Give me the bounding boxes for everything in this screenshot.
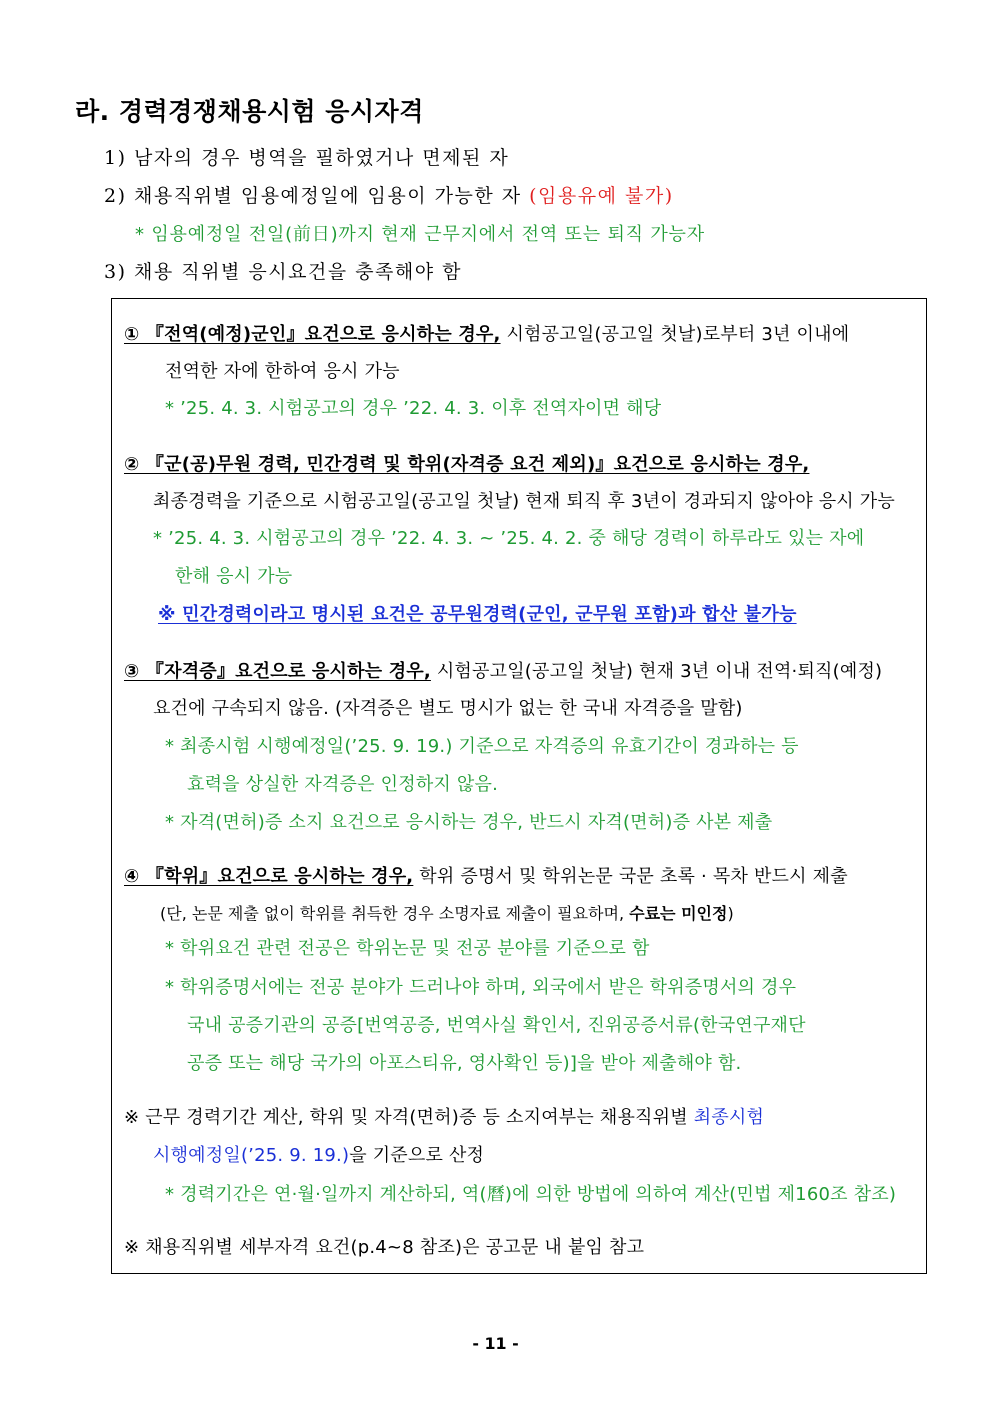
note-1-sub: * 경력기간은 연·월·일까지 계산하되, 역(曆)에 의한 방법에 의하여 계산(민법 제160조 참조): [165, 1184, 897, 1205]
req-4-line1: [124, 862, 848, 888]
req-4-line2-text: (단, 논문 제출 없이 학위를 취득한 경우 소명자료 제출이 필요하며,: [160, 904, 630, 923]
req-4-note1: * 학위요건 관련 전공은 학위논문 및 전공 분야를 기준으로 함: [165, 938, 650, 959]
note-1-line1: [124, 1103, 764, 1129]
req-4-note2c: 공증 또는 해당 국가의 아포스티유, 영사확인 등)]을 받아 제출해야 함.: [187, 1053, 742, 1074]
section-title: 라. 경력경쟁채용시험 응시자격: [75, 97, 424, 126]
req-3-line1: [124, 657, 882, 683]
req-2-warning: ※ 민간경력이라고 명시된 요건은 공무원경력(군인, 군무원 포함)과 합산 불가능: [158, 604, 797, 625]
req-1-rest: 시험공고일(공고일 첫날)로부터 3년 이내에: [500, 324, 850, 345]
note-1-blue: 최종시험: [693, 1107, 765, 1128]
req-3-rest: 시험공고일(공고일 첫날) 현재 3년 이내 전역·퇴직(예정): [430, 661, 883, 682]
note-1-text: ※ 근무 경력기간 계산, 학위 및 자격(면허)증 등 소지여부는 채용직위별: [124, 1107, 694, 1128]
item-1: 1) 남자의 경우 병역을 필하였거나 면제된 자: [104, 147, 510, 169]
req-3-note1b: 효력을 상실한 자격증은 인정하지 않음.: [187, 774, 499, 795]
note-1-line2: [153, 1141, 484, 1167]
req-1-lead: ① 『전역(예정)군인』요건으로 응시하는 경우,: [124, 324, 501, 345]
req-1-line1: [124, 320, 849, 346]
note-1-date: 시행예정일(’25. 9. 19.): [153, 1145, 350, 1166]
item-2-red-note: (임용유예 불가): [529, 185, 674, 207]
req-4-lead: ④ 『학위』요건으로 응시하는 경우,: [124, 866, 414, 887]
req-3-lead: ③ 『자격증』요건으로 응시하는 경우,: [124, 661, 431, 682]
req-4-note2b: 국내 공증기관의 공증[번역공증, 번역사실 확인서, 진위공증서류(한국연구재단: [187, 1015, 806, 1036]
note-2: ※ 채용직위별 세부자격 요건(p.4~8 참조)은 공고문 내 붙임 참고: [124, 1237, 645, 1258]
req-2-line2: 최종경력을 기준으로 시험공고일(공고일 첫날) 현재 퇴직 후 3년이 경과되지 않아야 응시 가능: [153, 491, 895, 512]
req-3-note2: * 자격(면허)증 소지 요건으로 응시하는 경우, 반드시 자격(면허)증 사본 제출: [165, 812, 773, 833]
req-4-line2-close: ): [727, 904, 734, 923]
note-1-rest: 을 기준으로 산정: [349, 1145, 485, 1166]
item-2-note: * 임용예정일 전일(前日)까지 현재 근무지에서 전역 또는 퇴직 가능자: [135, 224, 705, 245]
page-number: - 11 -: [472, 1334, 519, 1353]
req-4-rest: 학위 증명서 및 학위논문 국문 초록 · 목차 반드시 제출: [413, 866, 848, 887]
req-3-line2: 요건에 구속되지 않음. (자격증은 별도 명시가 없는 한 국내 자격증을 말함): [153, 698, 743, 719]
req-2-lead: ② 『군(공)무원 경력, 민간경력 및 학위(자격증 요건 제외)』요건으로 응시하는 경우,: [124, 454, 810, 475]
item-3: 3) 채용 직위별 응시요건을 충족해야 함: [104, 261, 463, 283]
req-1-note: * ’25. 4. 3. 시험공고의 경우 ’22. 4. 3. 이후 전역자이면 해당: [165, 398, 662, 419]
req-4-note2a: * 학위증명서에는 전공 분야가 드러나야 하며, 외국에서 받은 학위증명서의 경우: [165, 977, 797, 998]
item-2-text: 2) 채용직위별 임용예정일에 임용이 가능한 자: [104, 185, 530, 207]
req-2-note1: * ’25. 4. 3. 시험공고의 경우 ’22. 4. 3. ~ ’25. 4. 2. 중 해당 경력이 하루라도 있는 자에: [153, 528, 865, 549]
req-3-note1a: * 최종시험 시행예정일(’25. 9. 19.) 기준으로 자격증의 유효기간이 경과하는 등: [165, 736, 799, 757]
req-1-line2: 전역한 자에 한하여 응시 가능: [165, 361, 400, 382]
req-2-note2: 한해 응시 가능: [175, 566, 293, 587]
req-4-line2-bold: 수료는 미인정: [629, 904, 728, 923]
req-4-line2: [160, 901, 734, 924]
item-2: [104, 181, 674, 208]
